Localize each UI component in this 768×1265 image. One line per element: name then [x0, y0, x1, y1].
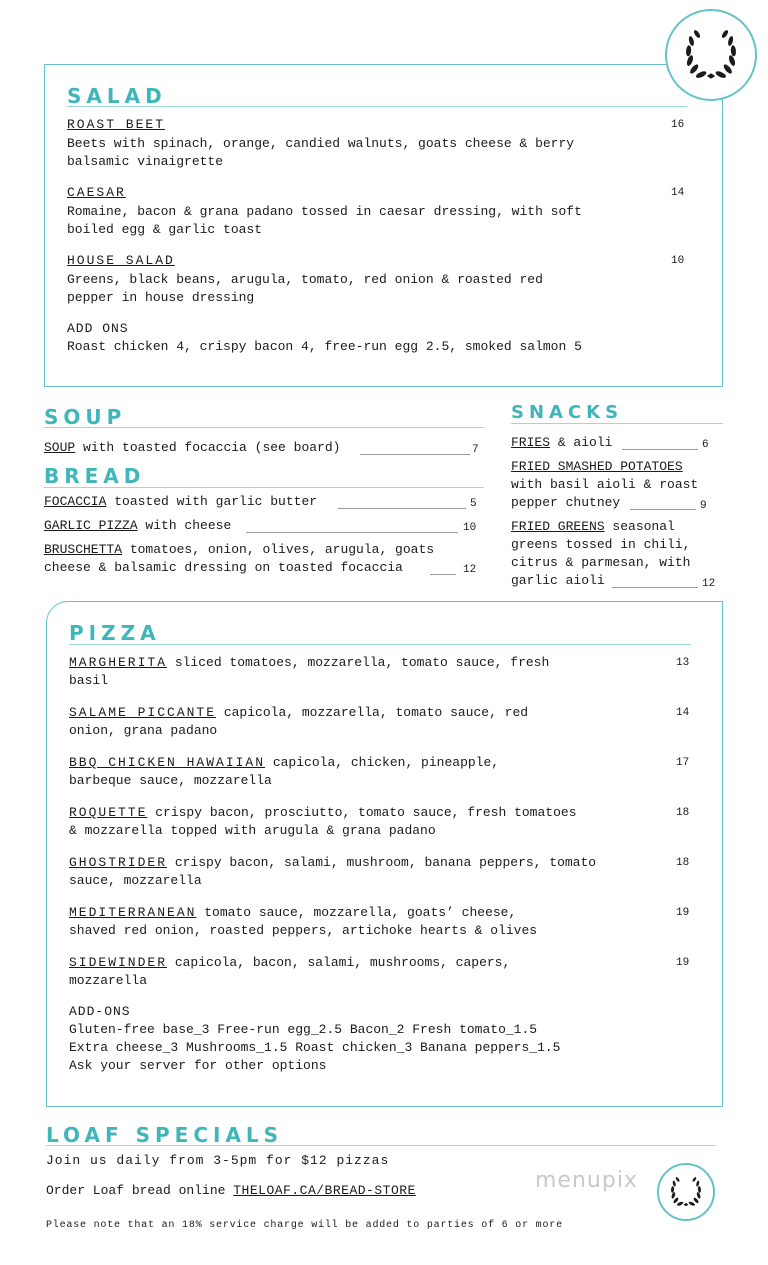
laurel-wreath-icon	[665, 9, 757, 101]
salad-title: SALAD	[67, 84, 167, 108]
snack-item-desc: & aioli	[550, 435, 613, 450]
pizza-item-desc: onion, grana padano	[69, 723, 218, 738]
salad-item-desc: boiled egg & garlic toast	[67, 222, 263, 237]
bread-item-name: GARLIC PIZZA	[44, 518, 138, 533]
pizza-addons-line: Extra cheese_3 Mushrooms_1.5 Roast chicken_3 Banana peppers_1.5	[69, 1040, 561, 1055]
menupix-watermark: menupix	[535, 1168, 638, 1193]
pizza-item-name: SALAME PICCANTE	[69, 705, 217, 720]
pizza-item-desc: capicola, chicken, pineapple,	[265, 755, 500, 770]
pizza-item-name: MARGHERITA	[69, 655, 168, 670]
pizza-addons-line: Ask your server for other options	[69, 1058, 327, 1073]
pizza-item-desc: capicola, mozzarella, tomato sauce, red	[216, 705, 529, 720]
bread-store-link[interactable]: THELOAF.CA/BREAD-STORE	[233, 1183, 416, 1198]
soup-item-desc: with toasted focaccia (see board)	[75, 440, 341, 455]
pizza-title-rule	[69, 644, 691, 645]
salad-item-price: 14	[671, 187, 685, 199]
specials-title-rule	[46, 1145, 716, 1146]
pizza-item-desc: & mozzarella topped with arugula & grana padano	[69, 823, 436, 838]
bread-title-rule	[44, 487, 484, 488]
bread-title: BREAD	[44, 464, 146, 488]
pizza-addons-line: Gluten-free base_3 Free-run egg_2.5 Bacon_2 Fresh tomato_1.5	[69, 1022, 538, 1037]
pizza-item	[69, 804, 577, 822]
salad-addons-text: Roast chicken 4, crispy bacon 4, free-run egg 2.5, smoked salmon 5	[67, 339, 582, 354]
snack-item-price: 6	[702, 439, 709, 451]
specials-online-text: Order Loaf bread online	[46, 1183, 234, 1198]
specials-title: LOAF SPECIALS	[46, 1123, 284, 1147]
salad-item-desc: Romaine, bacon & grana padano tossed in caesar dressing, with soft	[67, 204, 582, 219]
bread-item-price: 12	[463, 564, 477, 576]
snack-item	[511, 434, 612, 452]
soup-item-price: 7	[472, 444, 479, 456]
pizza-item-price: 13	[676, 657, 690, 669]
leader-line	[246, 532, 458, 533]
leader-line	[338, 508, 466, 509]
leader-line	[630, 509, 696, 510]
snack-item-name: FRIED SMASHED POTATOES	[511, 459, 683, 474]
bread-item-name: FOCACCIA	[44, 494, 107, 509]
pizza-item-desc: crispy bacon, prosciutto, tomato sauce, fresh tomatoes	[147, 805, 577, 820]
pizza-item-name: GHOSTRIDER	[69, 855, 168, 870]
pizza-item-desc: sliced tomatoes, mozzarella, tomato sauce, fresh	[167, 655, 550, 670]
bread-item	[44, 517, 231, 535]
pizza-title: PIZZA	[69, 621, 161, 645]
pizza-item-desc: capicola, bacon, salami, mushrooms, capers,	[167, 955, 511, 970]
leader-line	[622, 449, 698, 450]
bread-item-desc: cheese & balsamic dressing on toasted focaccia	[44, 560, 403, 575]
specials-online-line	[46, 1182, 416, 1200]
pizza-item	[69, 654, 549, 672]
salad-item-price: 16	[671, 119, 685, 131]
pizza-item-desc: shaved red onion, roasted peppers, artichoke hearts & olives	[69, 923, 538, 938]
pizza-item-name: BBQ CHICKEN HAWAIIAN	[69, 755, 266, 770]
salad-item-desc: Greens, black beans, arugula, tomato, red onion & roasted red	[67, 272, 543, 287]
bread-item-desc: with cheese	[137, 518, 232, 533]
snack-item-desc: pepper chutney	[511, 495, 621, 510]
snack-item-desc: seasonal	[604, 519, 675, 534]
pizza-item	[69, 954, 510, 972]
pizza-item-name: ROQUETTE	[69, 805, 148, 820]
salad-title-rule	[67, 106, 687, 107]
bread-item-name: BRUSCHETTA	[44, 542, 123, 557]
salad-item-price: 10	[671, 255, 685, 267]
salad-item-name: ROAST BEET	[67, 117, 166, 132]
pizza-item-desc: basil	[69, 673, 109, 688]
pizza-item-price: 17	[676, 757, 690, 769]
laurel-wreath-icon	[657, 1163, 715, 1221]
leader-line	[612, 587, 698, 588]
pizza-item-desc: mozzarella	[69, 973, 148, 988]
pizza-item	[69, 754, 499, 772]
leader-line	[360, 454, 470, 455]
snack-item-price: 12	[702, 578, 716, 590]
snack-item-desc: with basil aioli & roast	[511, 477, 699, 492]
leader-line	[430, 574, 456, 575]
pizza-item-price: 18	[676, 807, 690, 819]
pizza-item-name: SIDEWINDER	[69, 955, 168, 970]
bread-item-desc: tomatoes, onion, olives, arugula, goats	[122, 542, 435, 557]
snack-item-name: FRIES	[511, 435, 551, 450]
pizza-item-desc: tomato sauce, mozzarella, goats’ cheese,	[196, 905, 517, 920]
snack-item	[511, 518, 675, 536]
snack-item-desc: garlic aioli	[511, 573, 605, 588]
pizza-item-desc: barbeque sauce, mozzarella	[69, 773, 272, 788]
pizza-item-price: 18	[676, 857, 690, 869]
salad-item-desc: Beets with spinach, orange, candied walnuts, goats cheese & berry	[67, 136, 575, 151]
pizza-item	[69, 854, 596, 872]
soup-item-name: SOUP	[44, 440, 76, 455]
salad-item-desc: pepper in house dressing	[67, 290, 255, 305]
service-charge-note: Please note that an 18% service charge will be added to parties of 6 or more	[46, 1220, 563, 1231]
specials-line: Join us daily from 3-5pm for $12 pizzas	[46, 1153, 390, 1168]
pizza-item-price: 14	[676, 707, 690, 719]
bread-item-price: 10	[463, 522, 477, 534]
pizza-addons-title: ADD-ONS	[69, 1004, 131, 1019]
soup-title: SOUP	[44, 405, 127, 429]
snack-item-desc: citrus & parmesan, with	[511, 555, 691, 570]
salad-item-name: CAESAR	[67, 185, 126, 200]
pizza-item-price: 19	[676, 907, 690, 919]
pizza-item-desc: sauce, mozzarella	[69, 873, 202, 888]
salad-addons-title: ADD ONS	[67, 321, 129, 336]
snacks-title-rule	[511, 423, 723, 424]
bread-item-price: 5	[470, 498, 477, 510]
bread-item	[44, 493, 317, 511]
pizza-item-name: MEDITERRANEAN	[69, 905, 197, 920]
pizza-item	[69, 704, 528, 722]
snack-item-price: 9	[700, 500, 707, 512]
pizza-item-price: 19	[676, 957, 690, 969]
soup-item	[44, 439, 340, 457]
snack-item-name: FRIED GREENS	[511, 519, 605, 534]
salad-item-desc: balsamic vinaigrette	[67, 154, 224, 169]
pizza-item	[69, 904, 516, 922]
salad-item-name: HOUSE SALAD	[67, 253, 175, 268]
bread-item-desc: toasted with garlic butter	[106, 494, 318, 509]
soup-title-rule	[44, 427, 484, 428]
bread-item	[44, 541, 434, 559]
pizza-item-desc: crispy bacon, salami, mushroom, banana peppers, tomato	[167, 855, 597, 870]
snack-item-desc: greens tossed in chili,	[511, 537, 691, 552]
snacks-title: SNACKS	[511, 402, 624, 423]
